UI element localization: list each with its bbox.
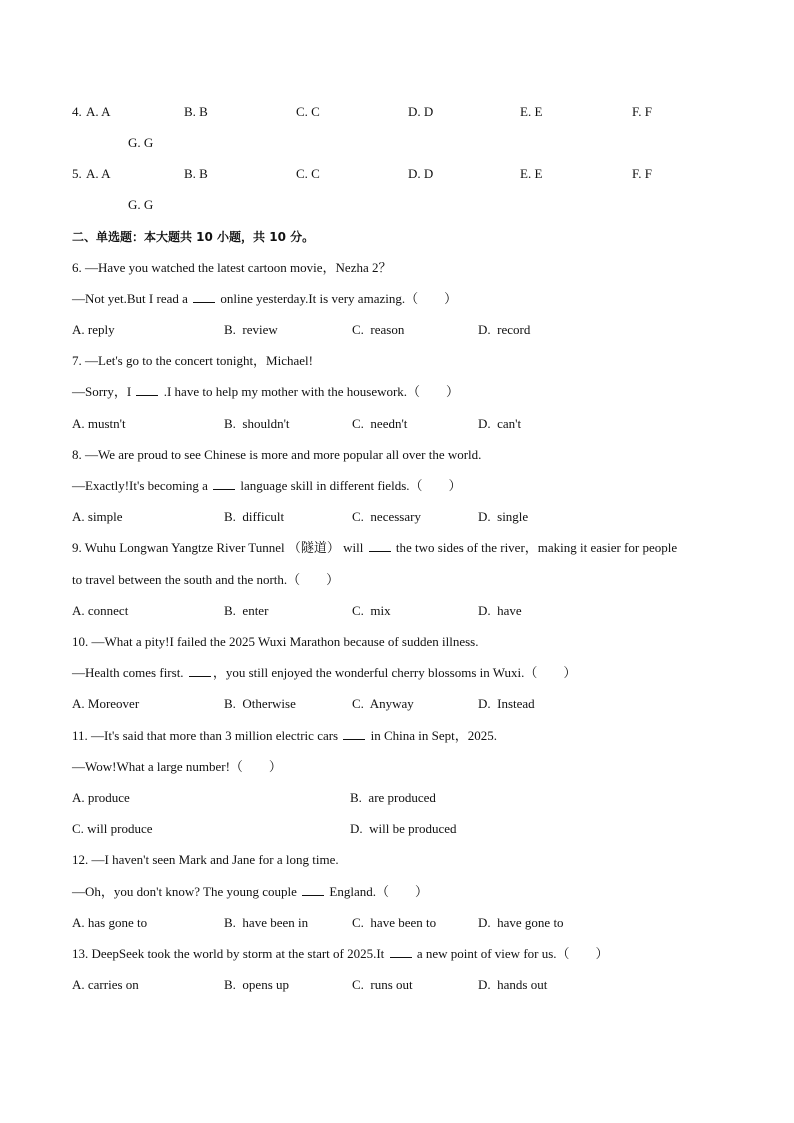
question-reply xyxy=(72,384,459,400)
option-b: B. difficult xyxy=(224,509,285,524)
option-d: D. Instead xyxy=(478,696,535,711)
option-d: D. hands out xyxy=(478,977,548,992)
question-reply xyxy=(72,478,462,494)
question-stem: 10. —What a pity!I failed the 2025 Wuxi Marathon because of sudden illness. xyxy=(72,634,479,649)
answer-blank xyxy=(213,478,235,490)
option-c: C. reason xyxy=(352,322,405,337)
option-a: A. A xyxy=(86,166,111,181)
option-c: C. C xyxy=(296,104,320,119)
question-stem xyxy=(72,728,497,744)
stem-text-end: a new point of view for us.（ ） xyxy=(416,946,609,961)
option-d: D. record xyxy=(478,322,531,337)
question-stem: 12. —I haven't seen Mark and Jane for a long time. xyxy=(72,852,339,867)
option-a: A. Moreover xyxy=(72,696,140,711)
question-stem: 7. —Let's go to the concert tonight，Michael! xyxy=(72,353,313,368)
question-number: 4. xyxy=(72,104,82,119)
reply-text-end: language skill in different fields.（ ） xyxy=(240,478,462,493)
option-a: A. A xyxy=(86,104,111,119)
stem-text-end: in China in Sept，2025. xyxy=(370,728,498,743)
answer-blank xyxy=(343,728,365,740)
option-c: C. mix xyxy=(352,603,391,618)
stem-text-start: 9. Wuhu Longwan Yangtze River Tunnel （隧道） will xyxy=(72,540,364,555)
option-a: A. has gone to xyxy=(72,915,148,930)
option-e: E. E xyxy=(520,166,543,181)
option-g: G. G xyxy=(128,135,154,150)
option-d: D. have gone to xyxy=(478,915,564,930)
option-f: F. F xyxy=(632,166,652,181)
answer-blank xyxy=(369,540,391,552)
option-c: C. necessary xyxy=(352,509,421,524)
option-a: A. connect xyxy=(72,603,129,618)
option-d: D. will be produced xyxy=(350,821,457,836)
question-stem-continued: to travel between the south and the north.（ ） xyxy=(72,572,340,587)
option-b: B. review xyxy=(224,322,278,337)
question-stem: 6. —Have you watched the latest cartoon movie，Nezha 2？ xyxy=(72,260,392,275)
option-g: G. G xyxy=(128,197,154,212)
question-stem: 8. —We are proud to see Chinese is more and more popular all over the world. xyxy=(72,447,482,462)
reply-text-end: online yesterday.It is very amazing.（ ） xyxy=(220,291,458,306)
reply-text-end: England.（ ） xyxy=(329,884,428,899)
option-d: D. D xyxy=(408,104,434,119)
option-a: A. mustn't xyxy=(72,416,126,431)
section-heading: 二、单选题：本大题共 10 小题，共 10 分。 xyxy=(72,230,315,244)
question-reply: —Wow!What a large number!（ ） xyxy=(72,759,282,774)
reply-text-start: —Health comes first. xyxy=(72,665,184,680)
option-d: D. have xyxy=(478,603,522,618)
question-stem xyxy=(72,946,609,962)
option-a: A. carries on xyxy=(72,977,139,992)
answer-blank xyxy=(189,665,211,677)
option-d: D. D xyxy=(408,166,434,181)
question-number: 5. xyxy=(72,166,82,181)
option-c: C. C xyxy=(296,166,320,181)
answer-blank xyxy=(302,884,324,896)
option-e: E. E xyxy=(520,104,543,119)
question-reply xyxy=(72,665,576,681)
option-c: C. needn't xyxy=(352,416,408,431)
option-b: B. have been in xyxy=(224,915,309,930)
answer-blank xyxy=(136,384,158,396)
option-b: B. opens up xyxy=(224,977,289,992)
question-stem xyxy=(72,540,677,556)
question-reply xyxy=(72,291,457,307)
option-a: A. simple xyxy=(72,509,123,524)
option-f: F. F xyxy=(632,104,652,119)
option-c: C. have been to xyxy=(352,915,437,930)
option-c: C. Anyway xyxy=(352,696,414,711)
stem-text-start: 13. DeepSeek took the world by storm at the start of 2025.It xyxy=(72,946,385,961)
reply-text-start: —Sorry，I xyxy=(72,384,132,399)
stem-text-start: 11. —It's said that more than 3 million electric cars xyxy=(72,728,339,743)
option-b: B. Otherwise xyxy=(224,696,296,711)
reply-text-start: —Exactly!It's becoming a xyxy=(72,478,208,493)
option-b: B. B xyxy=(184,104,208,119)
option-c: C. will produce xyxy=(72,821,153,836)
option-b: B. enter xyxy=(224,603,269,618)
option-b: B. B xyxy=(184,166,208,181)
option-c: C. runs out xyxy=(352,977,413,992)
option-d: D. single xyxy=(478,509,529,524)
option-b: B. are produced xyxy=(350,790,436,805)
reply-text-end: .I have to help my mother with the housework.（ ） xyxy=(163,384,460,399)
option-b: B. shouldn't xyxy=(224,416,290,431)
reply-text-start: —Not yet.But I read a xyxy=(72,291,188,306)
question-reply xyxy=(72,884,428,900)
stem-text-end: the two sides of the river，making it easier for people xyxy=(395,540,678,555)
answer-blank xyxy=(193,291,215,303)
option-d: D. can't xyxy=(478,416,522,431)
answer-blank xyxy=(390,946,412,958)
reply-text-start: —Oh，you don't know? The young couple xyxy=(72,884,297,899)
option-a: A. reply xyxy=(72,322,115,337)
reply-text-end: ，you still enjoyed the wonderful cherry blossoms in Wuxi.（ ） xyxy=(212,665,577,680)
option-a: A. produce xyxy=(72,790,130,805)
